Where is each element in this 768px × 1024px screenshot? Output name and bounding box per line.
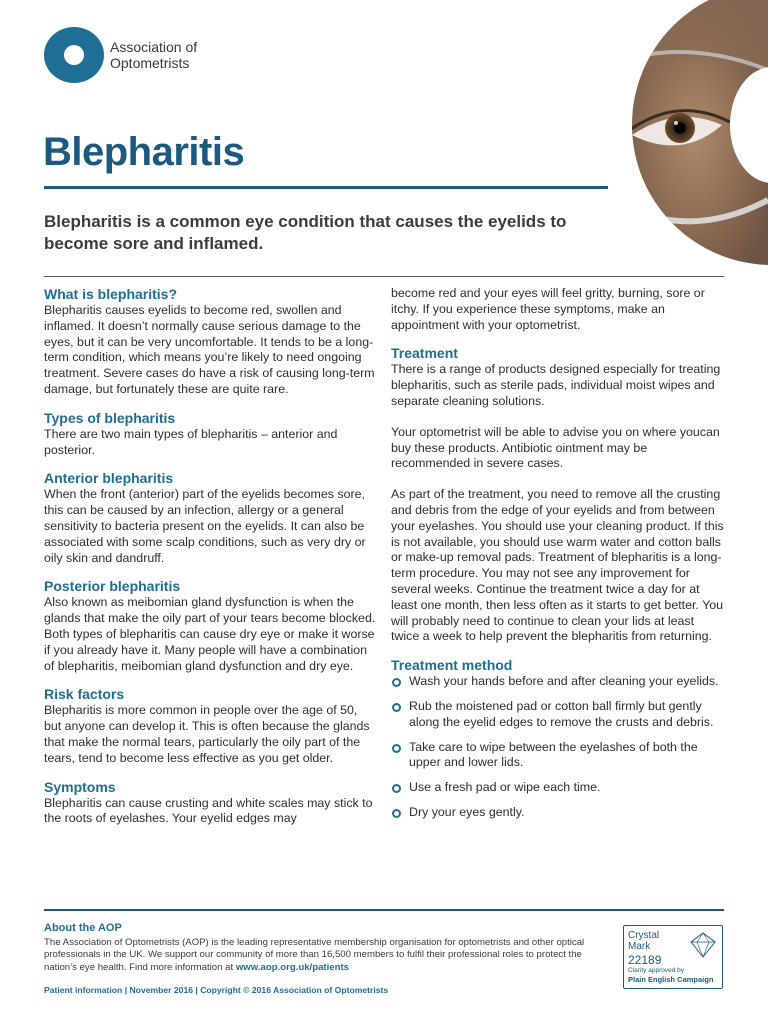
crystal-mark-number: 22189: [628, 953, 662, 967]
footer-divider: [44, 909, 724, 911]
section-heading: Risk factors: [44, 686, 125, 703]
section-heading: Types of blepharitis: [44, 409, 176, 426]
intro-text: Blepharitis is a common eye condition that causes the eyelids to become sore and inflamed.: [44, 212, 567, 253]
section-body: Your optometrist will be able to advise you on where youcan buy these products. Antibiotic ointment may be recommended in severe cases.: [391, 424, 720, 471]
list-item: Wash your hands before and after cleaning your eyelids.: [391, 674, 725, 690]
about-heading: About the AOP: [44, 922, 122, 934]
bullet-icon: [392, 678, 401, 687]
right-column: [391, 286, 725, 833]
section-heading: Symptoms: [44, 778, 116, 795]
list-item: Dry your eyes gently.: [391, 805, 725, 821]
title-divider: [44, 186, 608, 189]
section-symptoms: [44, 779, 378, 828]
crystal-mark-badge: [623, 925, 723, 989]
crystal-mark-approved: Clarity approved by: [628, 967, 684, 974]
section-body: When the front (anterior) part of the eyelids becomes sore, this can be caused by an infection, allergy or a general sensitivity to bacteria present on the eyelids. It can also be associated with some scalp conditions, such as very dry or oily skin and dandruff.: [44, 487, 366, 565]
section-body: Blepharitis can cause crusting and white scales may stick to the roots of eyelashes. Your eyelid edges may: [44, 795, 373, 826]
section-risk: [44, 686, 378, 766]
section-heading: Anterior blepharitis: [44, 470, 174, 487]
footer-meta: Patient information | November 2016 | Copyright © 2016 Association of Optometrists: [44, 985, 389, 995]
aop-patients-link[interactable]: www.aop.org.uk/patients: [235, 961, 349, 973]
section-anterior: [44, 470, 378, 566]
bullet-icon: [392, 744, 401, 753]
bullet-icon: [392, 703, 401, 712]
crystal-mark-line2: Mark: [628, 941, 651, 952]
section-body: As part of the treatment, you need to remove all the crusting and debris from the edge of your eyelids and from between your eyelashes. You should use your cleaning product. If this is not available, you should use warm water and cotton balls or make-up removal pads. Treatment of blepharitis is a long-term procedure. You may not see any improvement for several weeks. Continue the treatment twice a day for at least one month, then less often as it starts to get better. You will probably need to continue to clean your lids at least twice a week to help prevent the blepharitis from returning.: [391, 487, 724, 644]
section-body: Blepharitis causes eyelids to become red, swollen and inflamed. It doesn’t normally cause serious damage to the eyes, but it can be very uncomfortable. It tends to be a long-term condition, which means you’re likely to need ongoing treatment. Severe cases do have a risk of causing long-term damage, but fortunately these are quite rare.: [44, 303, 375, 396]
section-body: become red and your eyes will feel gritty, burning, sore or itchy. If you experience these symptoms, make an appointment with your optometrist.: [391, 286, 705, 332]
crystal-mark-campaign: Plain English Campaign: [628, 975, 714, 984]
eye-photo: [622, 0, 768, 270]
diamond-icon: [688, 930, 718, 960]
list-item: Take care to wipe between the eyelashes of both the upper and lower lids.: [391, 740, 725, 772]
list-item: Use a fresh pad or wipe each time.: [391, 780, 725, 796]
section-body: There are two main types of blepharitis – anterior and posterior.: [44, 426, 338, 457]
intro-divider: [44, 276, 724, 277]
section-method: [391, 657, 725, 821]
about-text: The Association of Optometrists (AOP) is the leading representative membership organisation for optometrists and other optical professionals in the UK. We support our community of more than 16,500 members to fulfil their professional roles to protect the nation’s eye health. Find more information at www.aop.org.uk/patients: [44, 937, 585, 973]
method-list: [391, 674, 725, 821]
section-body: There is a range of products designed especially for treating blepharitis, such as sterile pads, individual moist wipes and separate cleaning solutions.: [391, 362, 721, 408]
org-name-line2: Optometrists: [110, 55, 190, 71]
list-item: Rub the moistened pad or cotton ball firmly but gently along the eyelid edges to remove the crusts and debris.: [391, 699, 725, 731]
aop-logo-icon: [44, 27, 104, 83]
section-body: Blepharitis is more common in people over the age of 50, but anyone can develop it. This is often because the glands that make the normal tears, particularly the oily part of the tears, tend to become less effective as you get older.: [44, 703, 370, 765]
section-treatment: [391, 345, 725, 645]
section-heading: What is blepharitis?: [44, 286, 178, 302]
crystal-mark-line1: Crystal: [628, 930, 660, 941]
left-column: [44, 286, 378, 839]
section-posterior: [44, 578, 378, 674]
bullet-icon: [392, 809, 401, 818]
section-body: Also known as meibomian gland dysfunction is when the glands that make the oily part of your tears become blocked. Both types of blepharitis can cause dry eye or make it worse if you already have it. Many people will have a combination of blepharitis, meibomian gland dysfunction and dry eye.: [44, 595, 376, 673]
section-symptoms-continued: [391, 286, 725, 333]
section-heading: Posterior blepharitis: [44, 578, 181, 595]
page-title: Blepharitis: [43, 130, 245, 174]
bullet-icon: [392, 784, 401, 793]
org-name: [110, 39, 197, 71]
section-what: [44, 286, 378, 398]
org-name-line1: Association of: [110, 39, 198, 55]
section-heading: Treatment method: [391, 657, 513, 674]
section-heading: Treatment: [391, 345, 458, 362]
section-types: [44, 410, 378, 459]
